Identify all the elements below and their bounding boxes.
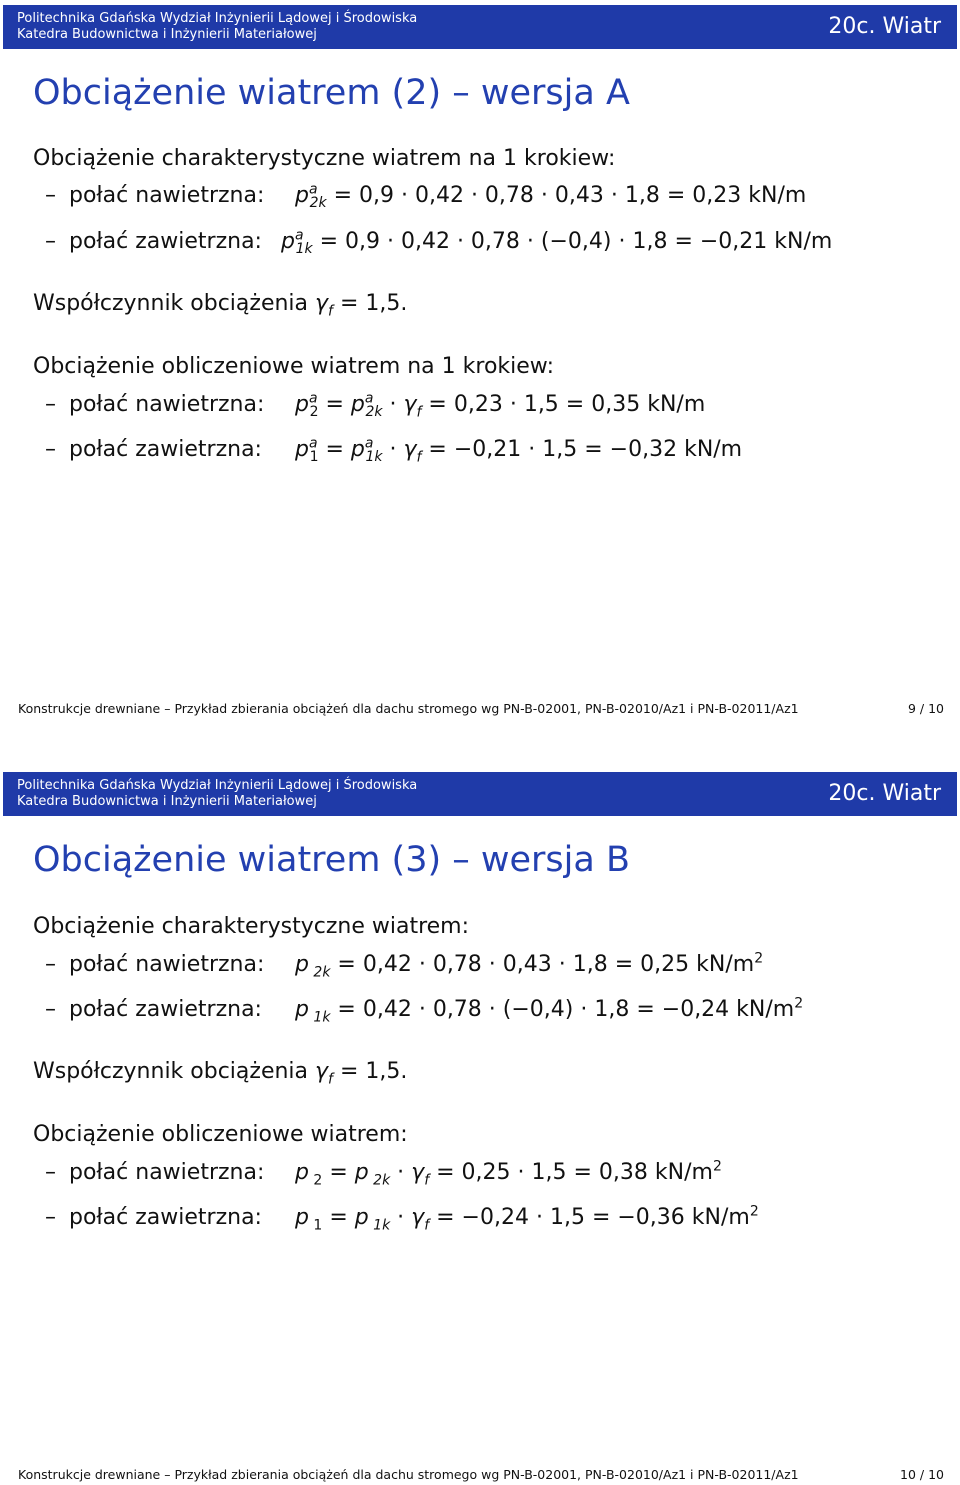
slide-header: [3, 772, 957, 816]
item-expression: = 0,9 · 0,42 · 0,78 · (−0,4) · 1,8 = −0,21 kN/m: [312, 229, 833, 254]
item-label: połać zawietrzna:: [69, 997, 262, 1022]
char-heading: Obciążenie charakterystyczne wiatrem na 1 krokiew:: [33, 146, 616, 171]
header-university: Politechnika Gdańska Wydział Inżynierii Lądowej i Środowiska: [17, 11, 418, 26]
load-coefficient: Współczynnik obciążenia $\gamma_f = 1,5$.: [33, 291, 408, 320]
header-department: Katedra Budownictwa i Inżynierii Materiałowej: [17, 27, 317, 42]
item-label: połać nawietrzna:: [69, 392, 265, 417]
char-item-leeward: – połać zawietrzna: p $_{1k}$ = 0,42 · 0,78 · (−0,4) · 1,8 = −0,24 $kN/m^2$: [45, 995, 804, 1026]
page-number: 9 / 10: [907, 701, 944, 716]
footer-text: Konstrukcje drewniane – Przykład zbierania obciążeń dla dachu stromego wg PN-B-02001, PN-B-02010/Az1 i PN-B-02011/Az1: [18, 701, 799, 716]
char-heading: Obciążenie charakterystyczne wiatrem:: [33, 914, 470, 939]
char-item-leeward: – połać zawietrzna: $p^a_{1k} = 0,9 \cdot 0,42 \cdot 0,78 \cdot (-0,4) \cdot 1,8 = -0,21$ kN/m: [45, 227, 833, 258]
design-item-windward: – połać nawietrzna: p $_2$ = p $_{2k} \cdot \gamma_f = 0,25 \cdot 1,5 = 0,38$ $kN/m^2$: [45, 1158, 722, 1189]
item-label: połać zawietrzna:: [69, 1205, 262, 1230]
design-item-leeward: – połać zawietrzna: p $_1$ = p $_{1k} \cdot \gamma_f = -0,24 \cdot 1,5 = -0,36$ $kN/m^2$: [45, 1203, 759, 1234]
char-item-windward: – połać nawietrzna: p $_{2k}$ = 0,42 · 0,78 · 0,43 · 1,8 = 0,25 $kN/m^2$: [45, 950, 764, 981]
page-number: 10 / 10: [900, 1467, 944, 1482]
item-label: połać zawietrzna:: [69, 229, 262, 254]
header-section: 20c. Wiatr: [828, 781, 941, 806]
design-item-leeward: – połać zawietrzna: $p^a_1 = p^a_{1k} \cdot \gamma_f = -0,21 \cdot 1,5 = -0,32$ kN/m: [45, 435, 743, 466]
header-section: 20c. Wiatr: [828, 14, 941, 39]
item-label: połać nawietrzna:: [69, 1160, 265, 1185]
item-label: połać zawietrzna:: [69, 437, 262, 462]
item-label: połać nawietrzna:: [69, 183, 265, 208]
design-item-windward: – połać nawietrzna: $p^a_2 = p^a_{2k} \cdot \gamma_f = 0,23 \cdot 1,5 = 0,35$ kN/m: [45, 390, 706, 421]
slide-header: [3, 5, 957, 49]
slide-2: [0, 768, 960, 1485]
item-label: połać nawietrzna:: [69, 952, 265, 977]
slide-footer: [18, 701, 948, 717]
slide-footer: [18, 1467, 948, 1483]
slide-title: Obciążenie wiatrem (2) – wersja A: [33, 73, 630, 113]
char-item-windward: – połać nawietrzna: $p^a_{2k} = 0,9 \cdot 0,42 \cdot 0,78 \cdot 0,43 \cdot 1,8 = 0,23$ kN/m: [45, 181, 807, 212]
footer-text: Konstrukcje drewniane – Przykład zbierania obciążeń dla dachu stromego wg PN-B-02001, PN-B-02010/Az1 i PN-B-02011/Az1: [18, 1467, 799, 1482]
header-department: Katedra Budownictwa i Inżynierii Materiałowej: [17, 794, 317, 809]
header-university: Politechnika Gdańska Wydział Inżynierii Lądowej i Środowiska: [17, 778, 418, 793]
design-heading: Obciążenie obliczeniowe wiatrem:: [33, 1122, 408, 1147]
design-heading: Obciążenie obliczeniowe wiatrem na 1 krokiew:: [33, 354, 554, 379]
load-coefficient: Współczynnik obciążenia $\gamma_f = 1,5$.: [33, 1059, 408, 1088]
item-expression: = 0,9 · 0,42 · 0,78 · 0,43 · 1,8 = 0,23 kN/m: [326, 183, 807, 208]
slide-1: [0, 0, 960, 740]
slide-title: Obciążenie wiatrem (3) – wersja B: [33, 840, 630, 880]
